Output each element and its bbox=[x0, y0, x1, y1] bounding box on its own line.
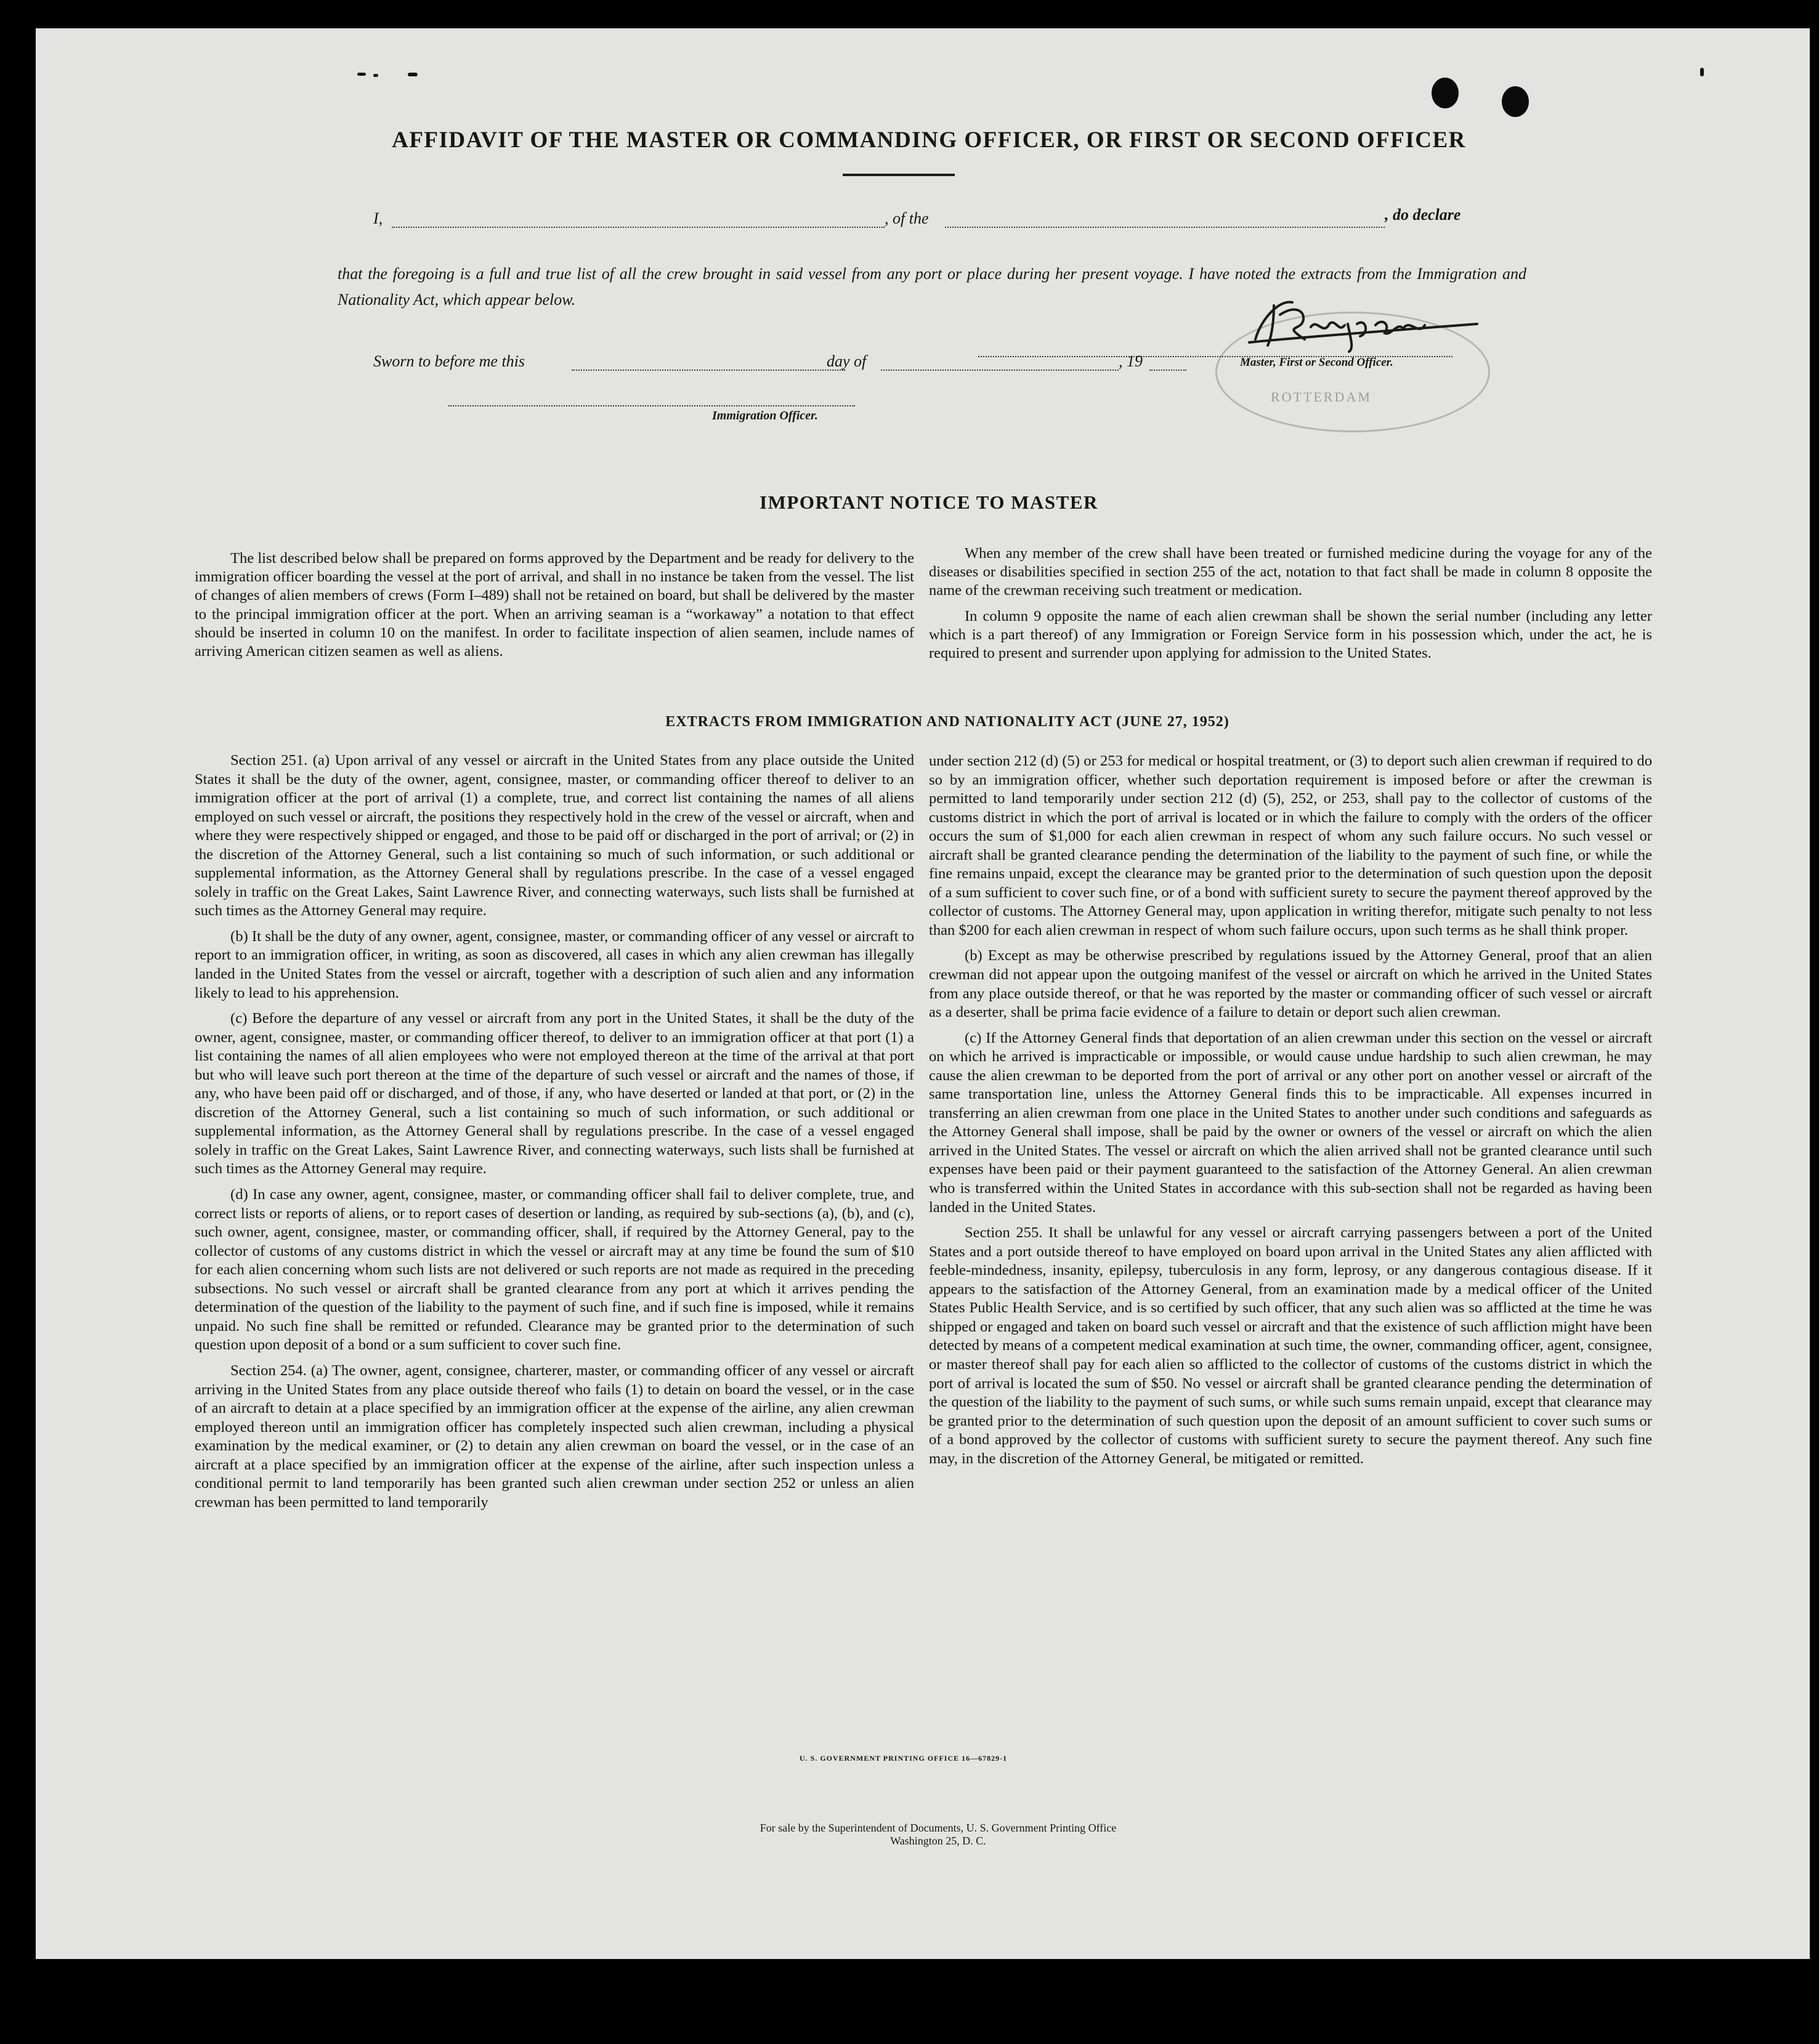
notice-right-column bbox=[929, 544, 1652, 669]
section-251-a: Section 251. (a) Upon arrival of any vessel or aircraft in the United States from any place outside the United States it shall be the duty of the owner, agent, consignee, master, or commanding officer thereof to deliver to an immigration officer at the port of arrival (1) a complete, true, and correct list containing the names of all aliens employed on such vessel or aircraft, the positions they respectively hold in the crew of the vessel or aircraft, when and where they were respectively shipped or engaged, and those to be paid off or discharged in the port of arrival; or (2) in the discretion of the Attorney General, such a list containing so much of such information, or such additional or supplemental information, as the Attorney General shall by regulations prescribe. In the case of a vessel engaged solely in traffic on the Great Lakes, Saint Lawrence River, and connecting waterways, such lists shall be furnished at such times as the Attorney General may require. bbox=[195, 752, 914, 919]
scan-mark bbox=[1700, 68, 1704, 76]
sale-line: For sale by the Superintendent of Documents, U. S. Government Printing Office bbox=[760, 1822, 1117, 1834]
scan-mark bbox=[357, 73, 366, 76]
section-251-c: (c) Before the departure of any vessel or aircraft from any port in the United States, it shall be the duty of the owner, agent, consignee, master, or commanding officer thereof, to deliver to an immigration officer at that port (1) a list containing the names of all alien employees who were not employed thereon at the time of the arrival at that port but who will leave such port thereon at the time of the departure of such vessel or aircraft and the names of those, if any, who have been paid off or discharged, and of those, if any, who have deserted or landed at that port, or (2) in the discretion of the Attorney General, such a list containing so much of such information, or such additional or supplemental information, as the Attorney General shall by regulations prescribe. In the case of a vessel engaged solely in traffic on the Great Lakes, Saint Lawrence River, and connecting waterways, such lists shall be furnished at such times as the Attorney General may require. bbox=[195, 1010, 914, 1178]
day-of-label: day of bbox=[827, 352, 867, 370]
printing-office-line: U. S. GOVERNMENT PRINTING OFFICE 16—67829-1 bbox=[800, 1754, 1008, 1763]
signature-caption: Master, First or Second Officer. bbox=[1240, 356, 1393, 369]
handwritten-signature bbox=[1237, 281, 1483, 355]
extracts-left-column bbox=[195, 751, 914, 1519]
extracts-right-column bbox=[929, 752, 1652, 1475]
section-251-d: (d) In case any owner, agent, consignee, master, or commanding officer shall fail to deliver complete, true, and correct lists or reports of aliens, or to report cases of desertion or landing, as required by sub-sections (a), (b), and (c), such owner, agent, consignee, master, or commanding officer, shall, if required by the Attorney General, pay to the collector of customs of any customs district in which the vessel or aircraft may at any time be found the sum of $10 for each alien concerning whom such lists are not delivered or such reports are not made as required in the preceding subsections. No such vessel or aircraft shall be granted clearance from any port at which it arrives pending the determination of the question of the liability to the payment of such fine, and if such fine is imposed, while it remains unpaid. No such fine shall be remitted or refunded. Clearance may be granted prior to the determination of such question upon deposit of a bond or a sum sufficient to cover such fine. bbox=[195, 1186, 914, 1354]
stamp-city-text: ROTTERDAM bbox=[1271, 389, 1372, 405]
notice-title: IMPORTANT NOTICE TO MASTER bbox=[760, 491, 1098, 513]
of-the-label: , of the bbox=[885, 209, 929, 227]
name-blank[interactable] bbox=[392, 227, 885, 228]
section-255: Section 255. It shall be unlawful for any vessel or aircraft carrying passengers between a port of the United States and a port outside thereof to have employed on board upon arrival in the United States any alien afflicted with feeble-mindedness, insanity, epilepsy, tuberculosis in any form, leprosy, or any dangerous contagious disease. If it appears to the satisfaction of the Attorney General, from an examination made by a medical officer of the United States Public Health Service, and is so certified by such officer, that any such alien was so afflicted at the time he was shipped or engaged and taken on board such vessel or aircraft and that the existence of such affliction might have been detected by means of a competent medical examination at such time, the owner, commanding officer, agent, consignee, or master thereof shall pay for each alien so afflicted to the collector of customs of the customs district in which the port of arrival is located the sum of $50. No vessel or aircraft shall be granted clearance pending the determination of the question of the liability to the payment of such sums, or while such sums remain unpaid, except that clearance may be granted prior to the determination of such question upon the deposit of an amount sufficient to cover such sums or of a bond approved by the collector of customs with sufficient surety to secure the payment thereof. Any such fine may, in the discretion of the Attorney General, be mitigated or remitted. bbox=[929, 1224, 1652, 1467]
section-254-a-continued: under section 212 (d) (5) or 253 for medical or hospital treatment, or (3) to deport such alien crewman if required to do so by an immigration officer, whether such deportation requirement is imposed before or after the crewman is permitted to land temporarily under section 212 (d) (5), 252, or 253, shall pay to the collector of customs of the customs district in which the port of arrival is located or in which the failure to comply with the orders of the officer occurs the sum of $1,000 for each alien crewman in respect of whom any such failure occurs. No such vessel or aircraft shall be granted clearance pending the determination of the liability to the payment of such fine, or while the fine remains unpaid, except the clearance may be granted prior to the determination of such question upon the deposit of a sum sufficient to cover such fine, or of a bond with sufficient surety to secure the payment thereof approved by the collector of customs. The Attorney General may, upon application in writing therefor, mitigate such penalty to not less than $200 for each alien crewman in respect of whom such failure occurs, upon such terms as he shall think proper. bbox=[929, 753, 1652, 939]
affidavit-title: AFFIDAVIT OF THE MASTER OR COMMANDING OFFICER, OR FIRST OR SECOND OFFICER bbox=[392, 127, 1466, 153]
punch-hole bbox=[1502, 86, 1529, 117]
scan-mark bbox=[373, 74, 378, 77]
section-254-c: (c) If the Attorney General finds that deportation of an alien crewman under this section on the vessel or aircraft on which he arrived is impracticable or impossible, or would cause undue hardship to such alien crewman, he may cause the alien crewman to be deported from the port of arrival or any other port on another vessel or aircraft of the same transportation line, unless the Attorney General finds this to be impracticable. All expenses incurred in transferring an alien crewman from one place in the United States to another under such conditions and safeguards as the Attorney General shall impose, shall be paid by the owner or owners of the vessel or aircraft on which the alien arrived in the United States. The vessel or aircraft on which the alien arrived shall not be granted clearance until such expenses have been paid or their payment guaranteed to the satisfaction of the Attorney General. An alien crewman who is transferred within the United States in accordance with this sub-section shall not be regarded as having been landed in the United States. bbox=[929, 1029, 1652, 1216]
section-254-a: Section 254. (a) The owner, agent, consignee, charterer, master, or commanding officer of any vessel or aircraft arriving in the United States from any place outside thereof who fails (1) to detain on board the vessel, or in the case of an aircraft to detain at a place specified by an immigration officer at the expense of the airline, any alien crewman employed thereon until an immigration officer has completely inspected such alien crewman, including a physical examination by the medical examiner, or (2) to detain any alien crewman on board the vessel, or in the case of an aircraft at a place specified by an immigration officer at the expense of the airline, after such inspection unless a conditional permit to land temporarily has been granted such alien crewman under section 252 or unless an alien crewman has been permitted to land temporarily bbox=[195, 1362, 914, 1511]
notice-paragraph: The list described below shall be prepared on forms approved by the Department and be ready for delivery to the immigration officer boarding the vessel at the port of arrival, and shall in no instance be taken from the vessel. The list of changes of alien members of crews (Form I–489) shall not be retained on board, but shall be delivered by the master to the principal immigration officer at the port. When an arriving seaman is a “workaway” a notation to that effect should be inserted in column 10 on the manifest. In order to facilitate inspection of alien seamen, include names of arriving American citizen seamen as well as aliens. bbox=[195, 550, 914, 660]
vessel-blank[interactable] bbox=[945, 227, 1385, 228]
officer-caption: Immigration Officer. bbox=[712, 409, 818, 422]
notice-left-column bbox=[195, 549, 914, 668]
punch-hole bbox=[1432, 78, 1459, 108]
sworn-day-blank[interactable] bbox=[572, 370, 845, 371]
sworn-month-blank[interactable] bbox=[881, 370, 1119, 371]
sale-notice bbox=[590, 1822, 1286, 1848]
declaration-text: that the foregoing is a full and true list of all the crew brought in said vessel from any port or place during her present voyage. I have noted the extracts from the Immigration and Nationality Act, which appear below. bbox=[338, 265, 1526, 309]
year-label: , 19 bbox=[1119, 352, 1143, 370]
notice-paragraph: In column 9 opposite the name of each alien crewman shall be shown the serial number (including any letter which is a part thereof) of any Immigration or Foreign Service form in his possession which, under the act, he is required to present and surrender upon applying for admission to the United States. bbox=[929, 607, 1652, 662]
extracts-title: EXTRACTS FROM IMMIGRATION AND NATIONALITY ACT (JUNE 27, 1952) bbox=[665, 714, 1230, 730]
section-254-b: (b) Except as may be otherwise prescribed by regulations issued by the Attorney General, proof that an alien crewman did not appear upon the outgoing manifest of the vessel or aircraft on which he arrived in the United States from any place outside thereof, or that he was reported by the master or commanding officer of such vessel or aircraft as a deserter, shall be prima facie evidence of a failure to detain or deport such alien crewman. bbox=[929, 947, 1652, 1021]
sworn-label: Sworn to before me this bbox=[373, 352, 525, 370]
document-page bbox=[36, 28, 1810, 1959]
sale-line: Washington 25, D. C. bbox=[890, 1835, 986, 1847]
officer-signature-line[interactable] bbox=[448, 405, 855, 406]
notice-paragraph: When any member of the crew shall have been treated or furnished medicine during the voyage for any of the diseases or disabilities specified in section 255 of the act, notation to that fact shall be made in column 8 opposite the name of the crewman receiving such treatment or medication. bbox=[929, 545, 1652, 599]
declare-label: , do declare bbox=[1385, 206, 1461, 224]
section-251-b: (b) It shall be the duty of any owner, agent, consignee, master, or commanding officer of any vessel or aircraft to report to an immigration officer, in writing, as soon as discovered, all cases in which any alien crewman has illegally landed in the United States from the vessel or aircraft, together with a description of such alien and any information likely to lead to his apprehension. bbox=[195, 927, 914, 1001]
scan-mark bbox=[408, 73, 418, 76]
sworn-year-blank[interactable] bbox=[1149, 370, 1186, 371]
title-rule bbox=[843, 174, 955, 176]
i-label: I, bbox=[373, 209, 383, 227]
